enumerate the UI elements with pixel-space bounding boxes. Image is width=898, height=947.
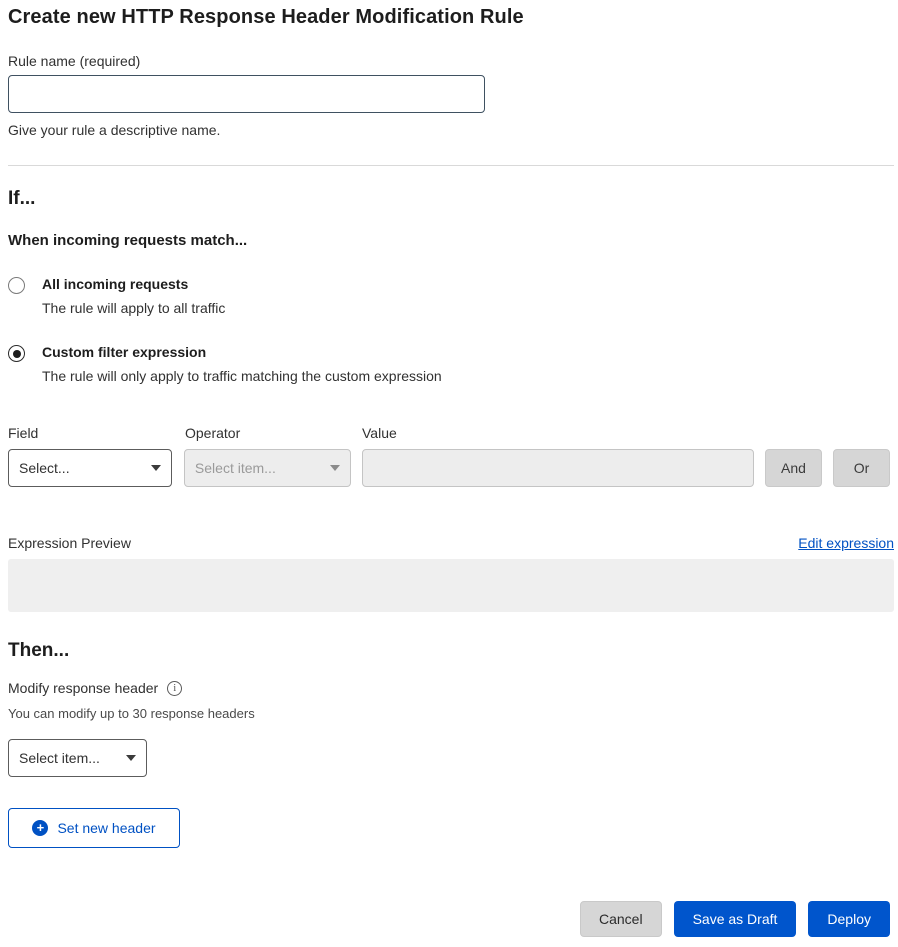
expression-preview-header	[8, 535, 894, 551]
footer-actions	[580, 901, 890, 937]
operator-select[interactable]	[184, 449, 351, 487]
info-icon[interactable]: i	[167, 681, 182, 696]
label-value: Value	[362, 425, 397, 441]
modify-response-header-sub: You can modify up to 30 response headers	[8, 706, 255, 721]
radio-desc-custom-filter: The rule will only apply to traffic matching the custom expression	[42, 368, 442, 384]
rule-name-input[interactable]	[8, 75, 485, 113]
and-button[interactable]: And	[765, 449, 822, 487]
field-select-value: Select...	[19, 460, 70, 476]
radio-dot	[13, 350, 21, 358]
chevron-down-icon	[126, 755, 136, 761]
cancel-button[interactable]: Cancel	[580, 901, 662, 937]
expression-preview-box	[8, 559, 894, 612]
radio-label-all-requests: All incoming requests	[42, 276, 189, 292]
expression-preview-label: Expression Preview	[8, 535, 131, 551]
edit-expression-link[interactable]: Edit expression	[798, 535, 894, 551]
if-section-subtitle: When incoming requests match...	[8, 232, 248, 249]
set-new-header-button[interactable]	[8, 808, 180, 848]
modify-response-header-label: Modify response header	[8, 680, 159, 696]
rule-name-help: Give your rule a descriptive name.	[8, 122, 221, 138]
or-button[interactable]: Or	[833, 449, 890, 487]
chevron-down-icon	[330, 465, 340, 471]
label-field: Field	[8, 425, 39, 441]
value-input[interactable]	[362, 449, 754, 487]
field-select[interactable]	[8, 449, 172, 487]
radio-desc-all-requests: The rule will apply to all traffic	[42, 300, 226, 316]
response-header-select-value: Select item...	[19, 750, 100, 766]
radio-option-all-incoming-requests[interactable]	[8, 275, 890, 317]
response-header-select[interactable]	[8, 739, 147, 777]
radio-option-custom-filter-expression[interactable]	[8, 343, 890, 385]
section-divider	[8, 165, 894, 166]
expression-builder-labels	[8, 425, 890, 441]
plus-icon: +	[32, 820, 48, 836]
label-operator: Operator	[185, 425, 241, 441]
if-section-title: If...	[8, 188, 36, 209]
page-title: Create new HTTP Response Header Modification Rule	[8, 6, 524, 28]
operator-select-value: Select item...	[194, 460, 276, 476]
expression-builder-row	[8, 449, 890, 487]
chevron-down-icon	[151, 465, 161, 471]
radio-icon-unselected[interactable]	[8, 277, 25, 294]
save-as-draft-button[interactable]: Save as Draft	[674, 901, 797, 937]
then-section-title: Then...	[8, 640, 70, 661]
modify-response-header-row	[8, 680, 890, 696]
set-new-header-label: Set new header	[57, 820, 156, 836]
rule-name-label: Rule name (required)	[8, 53, 141, 69]
deploy-button[interactable]: Deploy	[808, 901, 890, 937]
radio-icon-selected[interactable]	[8, 345, 25, 362]
radio-label-custom-filter: Custom filter expression	[42, 344, 207, 360]
